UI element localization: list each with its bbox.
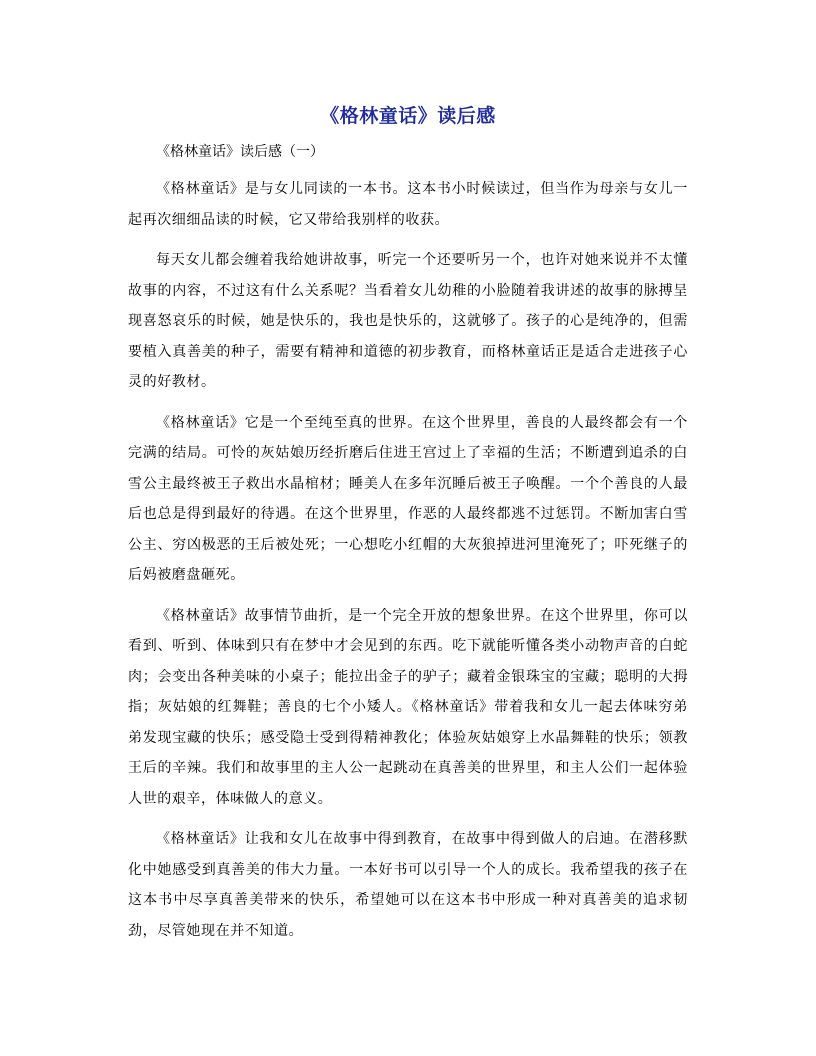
paragraph-2: 每天女儿都会缠着我给她讲故事，听完一个还要听另一个，也许对她来说并不太懂故事的内容，不过这有什么关系呢？当看着女儿幼稚的小脸随着我讲述的故事的脉搏呈现喜怒哀乐的时候，她是快乐的，我也是快乐的，这就够了。孩子的心是纯净的，但需要植入真善美的种子，需要有精神和道德的初步教育，而格林童话正是适合走进孩子心灵的好教材。 [128, 252, 688, 390]
document-page [128, 100, 688, 956]
document-title: 《格林童话》读后感 [320, 105, 496, 127]
section-subtitle: 《格林童话》读后感（一） [156, 144, 324, 160]
paragraph-1: 《格林童话》是与女儿同读的一本书。这本书小时候读过，但当作为母亲与女儿一起再次细细品读的时候，它又带给我别样的收获。 [128, 181, 688, 228]
paragraph-4: 《格林童话》故事情节曲折，是一个完全开放的想象世界。在这个世界里，你可以看到、听到、体味到只有在梦中才会见到的东西。吃下就能听懂各类小动物声音的白蛇肉；会变出各种美味的小桌子；能拉出金子的驴子；藏着金银珠宝的宝藏；聪明的大拇指；灰姑娘的红舞鞋；善良的七个小矮人。《格林童话》带着我和女儿一起去体味穷弟弟发现宝藏的快乐；感受隐士受到得精神教化；体验灰姑娘穿上水晶舞鞋的快乐；领教王后的辛辣。我们和故事里的主人公一起跳动在真善美的世界里，和主人公们一起体验人世的艰辛，体味做人的意义。 [128, 607, 688, 807]
paragraph-3: 《格林童话》它是一个至纯至真的世界。在这个世界里，善良的人最终都会有一个完满的结局。可怜的灰姑娘历经折磨后住进王宫过上了幸福的生活；不断遭到追杀的白雪公主最终被王子救出水晶棺材；睡美人在多年沉睡后被王子唤醒。一个个善良的人最后也总是得到最好的待遇。在这个世界里，作恶的人最终都逃不过惩罚。不断加害白雪公主、穷凶极恶的王后被处死；一心想吃小红帽的大灰狼掉进河里淹死了；吓死继子的后妈被磨盘砸死。 [128, 414, 688, 583]
paragraph-5: 《格林童话》让我和女儿在故事中得到教育，在故事中得到做人的启迪。在潜移默化中她感受到真善美的伟大力量。一本好书可以引导一个人的成长。我希望我的孩子在这本书中尽享真善美带来的快乐，希望她可以在这本书中形成一种对真善美的追求韧劲，尽管她现在并不知道。 [128, 831, 688, 939]
